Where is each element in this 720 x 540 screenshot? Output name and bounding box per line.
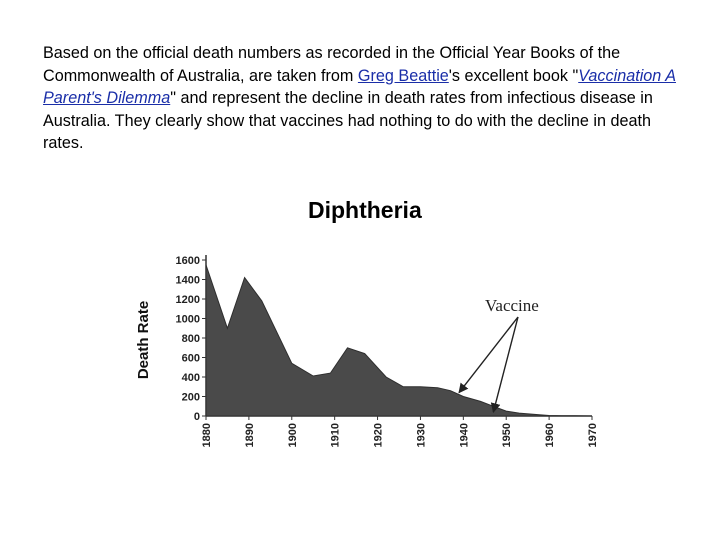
y-axis-label: Death Rate	[135, 300, 152, 380]
x-tick-label: 1970	[587, 423, 599, 448]
y-tick-label: 400	[181, 372, 200, 384]
vaccine-arrow-1	[459, 317, 518, 393]
x-tick-label: 1950	[501, 423, 514, 448]
y-tick-label: 0	[193, 411, 200, 423]
vaccine-arrow-2	[493, 317, 518, 412]
diphtheria-area	[206, 265, 592, 416]
y-tick-label: 600	[181, 352, 200, 365]
x-tick-label: 1910	[329, 423, 342, 448]
chart-title: Diphtheria	[308, 197, 422, 223]
annotation-group	[459, 296, 539, 412]
area-group	[206, 265, 592, 416]
intro-text-2: 's excellent book "	[448, 66, 579, 85]
y-tick-label: 200	[181, 391, 200, 404]
chart-svg	[120, 175, 620, 475]
author-link[interactable]: Greg Beattie	[357, 66, 449, 85]
x-tick-label: 1920	[372, 423, 385, 448]
x-tick-label: 1930	[415, 423, 428, 448]
vaccine-annotation-label: Vaccine	[485, 296, 539, 315]
y-tick-label: 1200	[175, 294, 200, 306]
intro-paragraph	[43, 42, 683, 155]
x-tick-label: 1960	[544, 423, 557, 448]
diphtheria-chart	[120, 175, 620, 475]
book-link[interactable]: Vaccination A Parent's Dilemma	[43, 66, 676, 108]
y-tick-label: 800	[181, 333, 200, 345]
intro-text-3: " and represent the decline in death rates from infectious disease in Australia. They clearly show that vaccines had nothing to do with the decline in death rates.	[43, 89, 653, 153]
intro-text-1: Based on the official death numbers as recorded in the Official Year Books of the Commonwealth of Australia, are taken from	[43, 44, 621, 85]
x-tick-label: 1940	[458, 423, 471, 448]
y-tick-label: 1400	[175, 274, 200, 287]
x-tick-label: 1880	[201, 423, 213, 448]
x-tick-label: 1890	[243, 423, 256, 448]
y-tick-label: 1600	[175, 255, 200, 267]
y-tick-label: 1000	[175, 313, 200, 326]
x-tick-label: 1900	[286, 423, 299, 448]
